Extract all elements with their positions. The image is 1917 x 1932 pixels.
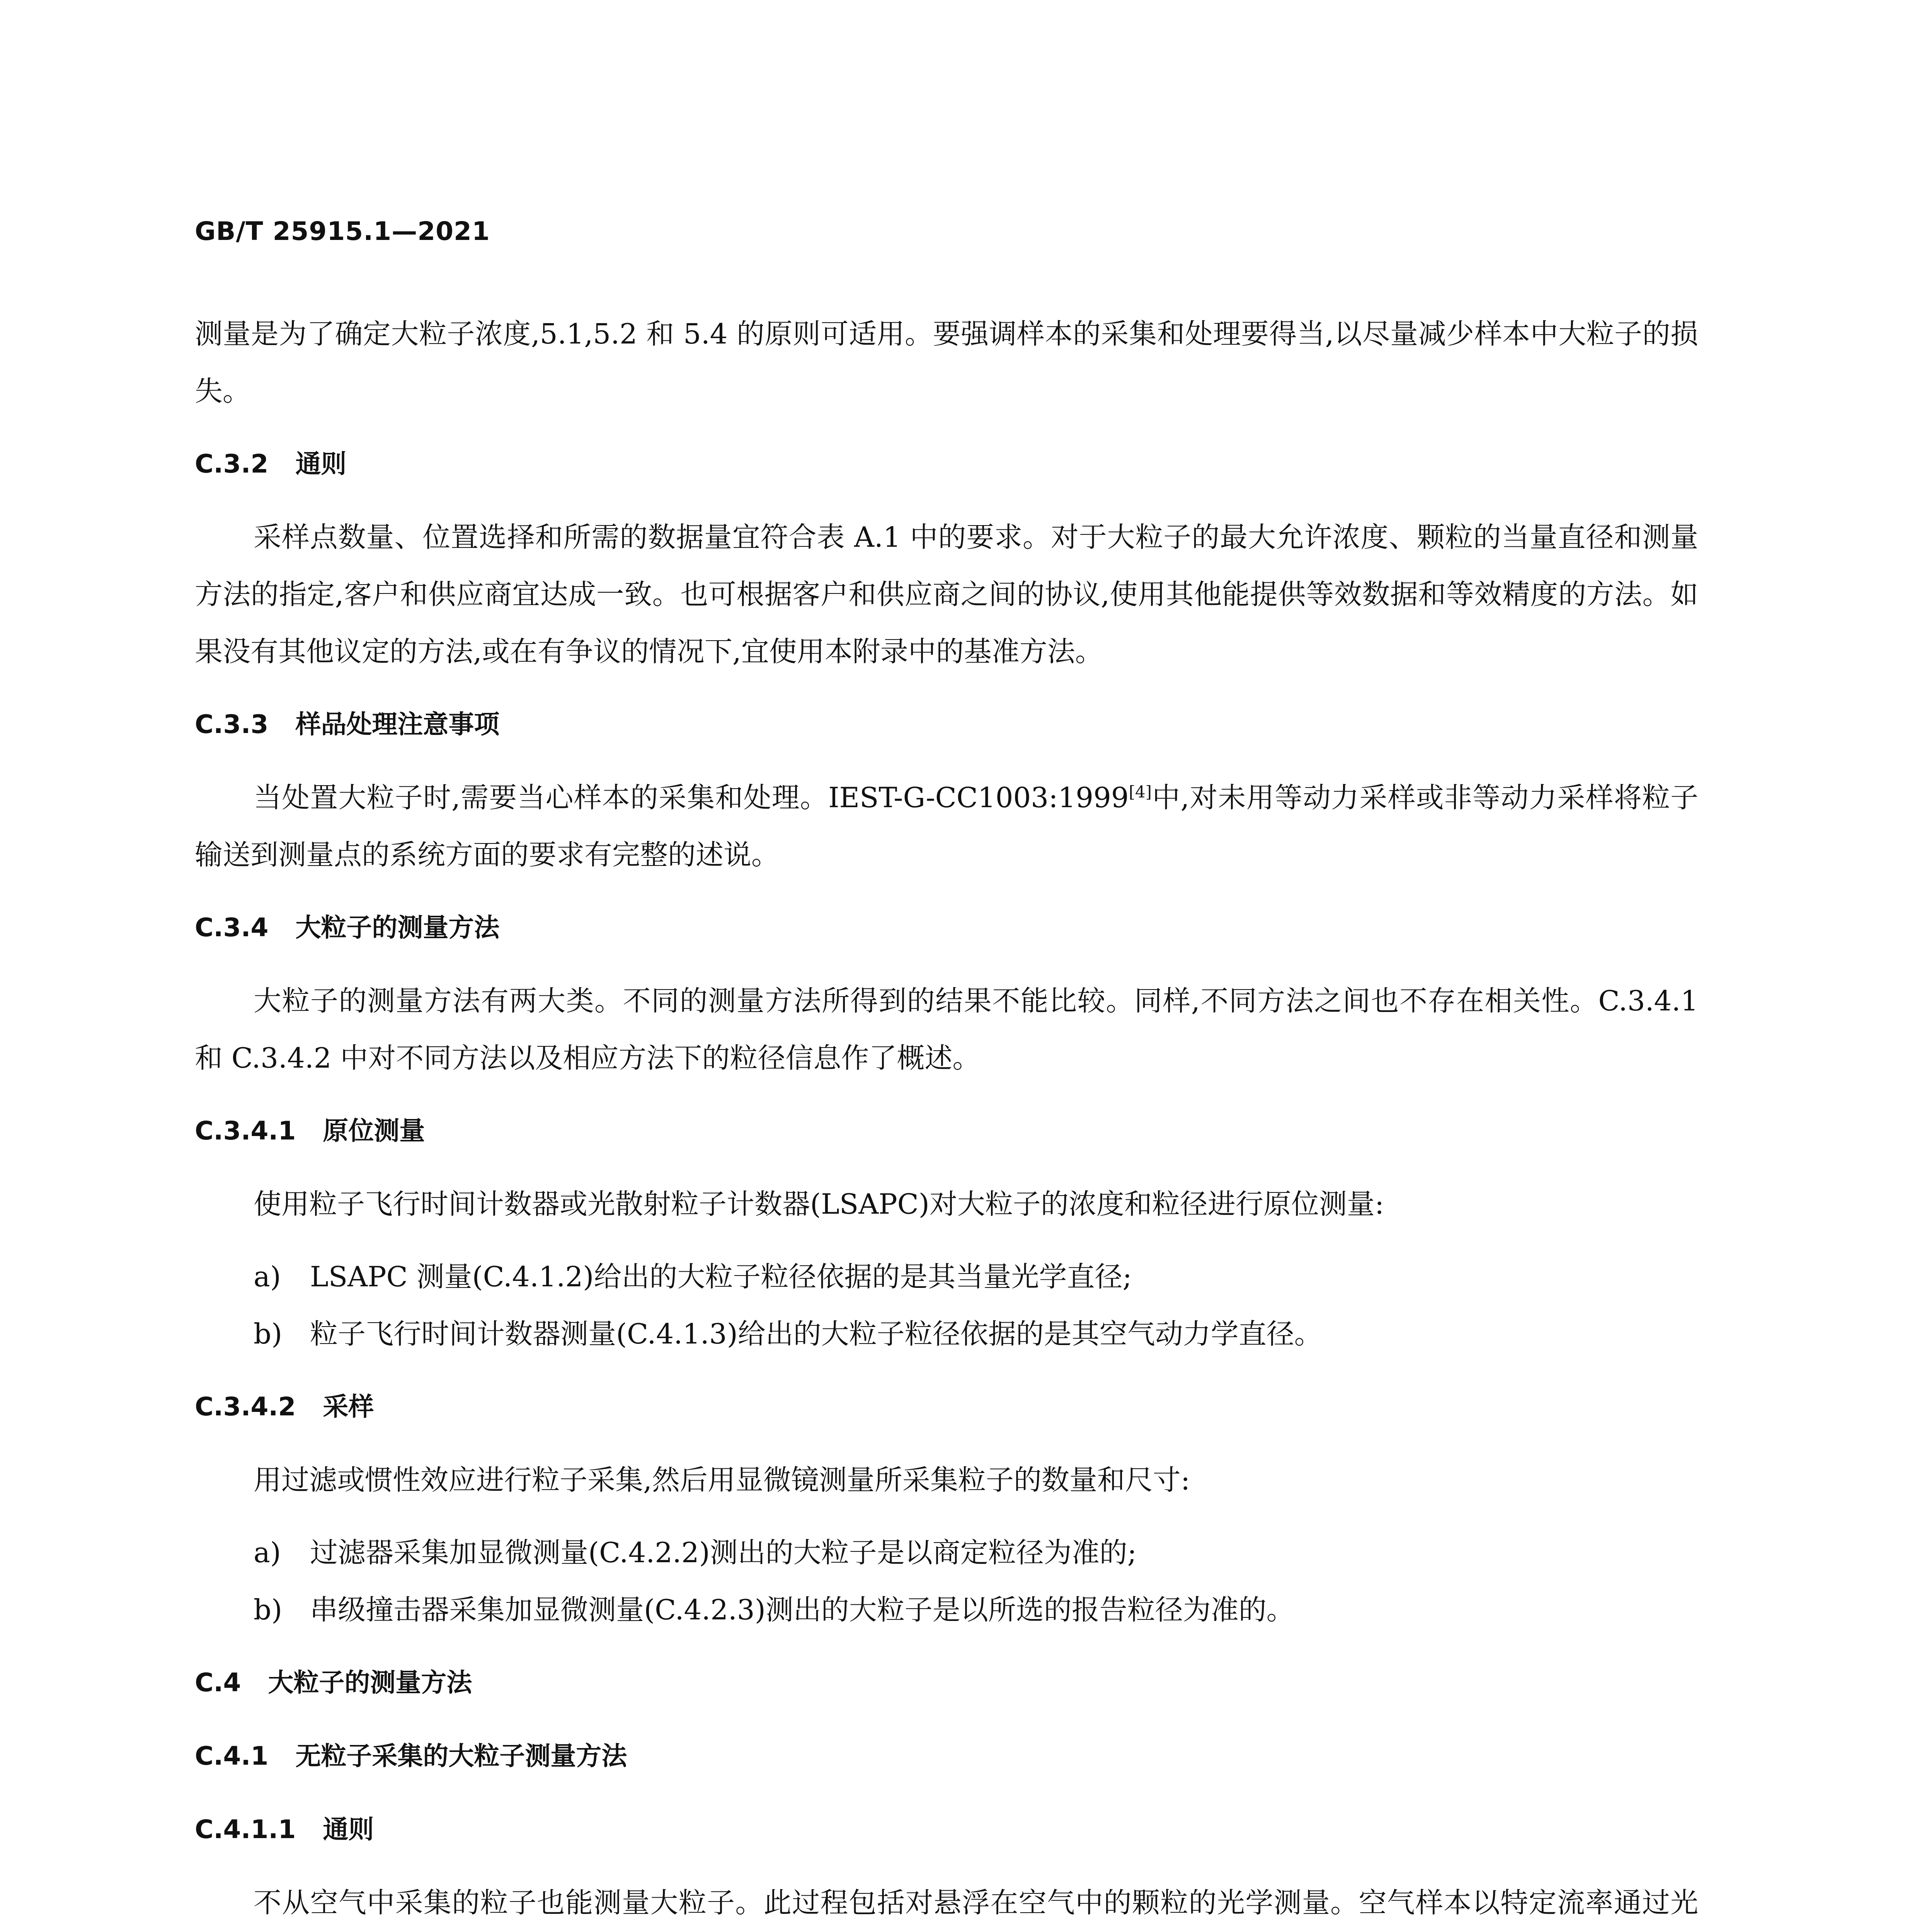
section-heading	[195, 1102, 1698, 1160]
section-heading	[195, 1801, 1698, 1859]
section-title: 原位测量	[323, 1116, 425, 1146]
paragraph: 用过滤或惯性效应进行粒子采集,然后用显微镜测量所采集粒子的数量和尺寸:	[254, 1464, 1190, 1496]
list-item	[195, 1305, 1698, 1362]
section-heading	[195, 899, 1698, 957]
section-title: 样品处理注意事项	[295, 709, 500, 739]
list-item	[195, 1581, 1698, 1638]
list-marker: b)	[254, 1594, 283, 1626]
section-number: C.4.1	[195, 1741, 269, 1771]
section-heading	[195, 1727, 1698, 1785]
list-item-text: LSAPC 测量(C.4.1.2)给出的大粒子粒径依据的是其当量光学直径;	[310, 1260, 1132, 1293]
list-item-text: 粒子飞行时间计数器测量(C.4.1.3)给出的大粒子粒径依据的是其空气动力学直径。	[310, 1318, 1322, 1350]
paragraph: 测量是为了确定大粒子浓度,5.1,5.2 和 5.4 的原则可适用。要强调样本的采集和处理要得当,以尽量减少样本中大粒子的损失。	[195, 318, 1698, 407]
document-code-header: GB/T 25915.1—2021	[195, 216, 490, 246]
paragraph-text: 当处置大粒子时,需要当心样本的采集和处理。IEST-G-CC1003:1999	[254, 781, 1129, 814]
section-heading	[195, 1654, 1698, 1712]
section-number: C.3.2	[195, 449, 269, 479]
paragraph	[195, 769, 1698, 883]
item-list	[195, 1248, 1698, 1362]
section-number: C.3.4.2	[195, 1392, 296, 1422]
section-title: 大粒子的测量方法	[295, 913, 500, 942]
list-item-text: 过滤器采集加显微测量(C.4.2.2)测出的大粒子是以商定粒径为准的;	[310, 1536, 1137, 1569]
section-title: 采样	[323, 1392, 374, 1422]
list-marker: a)	[254, 1260, 281, 1293]
paragraph-text: 中,对未用等动力采样或非等动力采样将粒子输送到测量点的系统方面的要求有完整的述说。	[195, 781, 1698, 871]
section-heading	[195, 696, 1698, 753]
section-number: C.3.4	[195, 913, 269, 942]
list-marker: a)	[254, 1536, 281, 1569]
document-body	[195, 305, 1698, 1932]
section-title: 通则	[323, 1815, 374, 1844]
paragraph: 不从空气中采集的粒子也能测量大粒子。此过程包括对悬浮在空气中的颗粒的光学测量。空气样本以特定流率通过光	[254, 1886, 1698, 1919]
list-item-text: 串级撞击器采集加显微测量(C.4.2.3)测出的大粒子是以所选的报告粒径为准的。	[310, 1594, 1294, 1626]
item-list	[195, 1524, 1698, 1638]
reference-marker: [4]	[1129, 782, 1152, 801]
section-title: 无粒子采集的大粒子测量方法	[295, 1741, 627, 1771]
section-number: C.3.4.1	[195, 1116, 296, 1146]
paragraph: 大粒子的测量方法有两大类。不同的测量方法所得到的结果不能比较。同样,不同方法之间也不存在相关性。C.3.4.1 和 C.3.4.2 中对不同方法以及相应方法下的粒径信息作了概述。	[195, 985, 1698, 1074]
paragraph: 采样点数量、位置选择和所需的数据量宜符合表 A.1 中的要求。对于大粒子的最大允许浓度、颗粒的当量直径和测量方法的指定,客户和供应商宜达成一致。也可根据客户和供应商之间的协议,使用其他能提供等效数据和等效精度的方法。如果没有其他议定的方法,或在有争议的情况下,宜使用本附录中的基准方法。	[195, 521, 1698, 668]
section-title: 大粒子的测量方法	[268, 1668, 472, 1697]
list-item	[195, 1248, 1698, 1305]
section-heading	[195, 435, 1698, 493]
section-heading	[195, 1378, 1698, 1436]
list-marker: b)	[254, 1318, 283, 1350]
section-number: C.3.3	[195, 709, 269, 739]
paragraph: 使用粒子飞行时间计数器或光散射粒子计数器(LSAPC)对大粒子的浓度和粒径进行原位测量:	[254, 1188, 1384, 1220]
section-number: C.4	[195, 1668, 241, 1697]
list-item	[195, 1524, 1698, 1581]
section-number: C.4.1.1	[195, 1815, 296, 1844]
section-title: 通则	[295, 449, 347, 479]
